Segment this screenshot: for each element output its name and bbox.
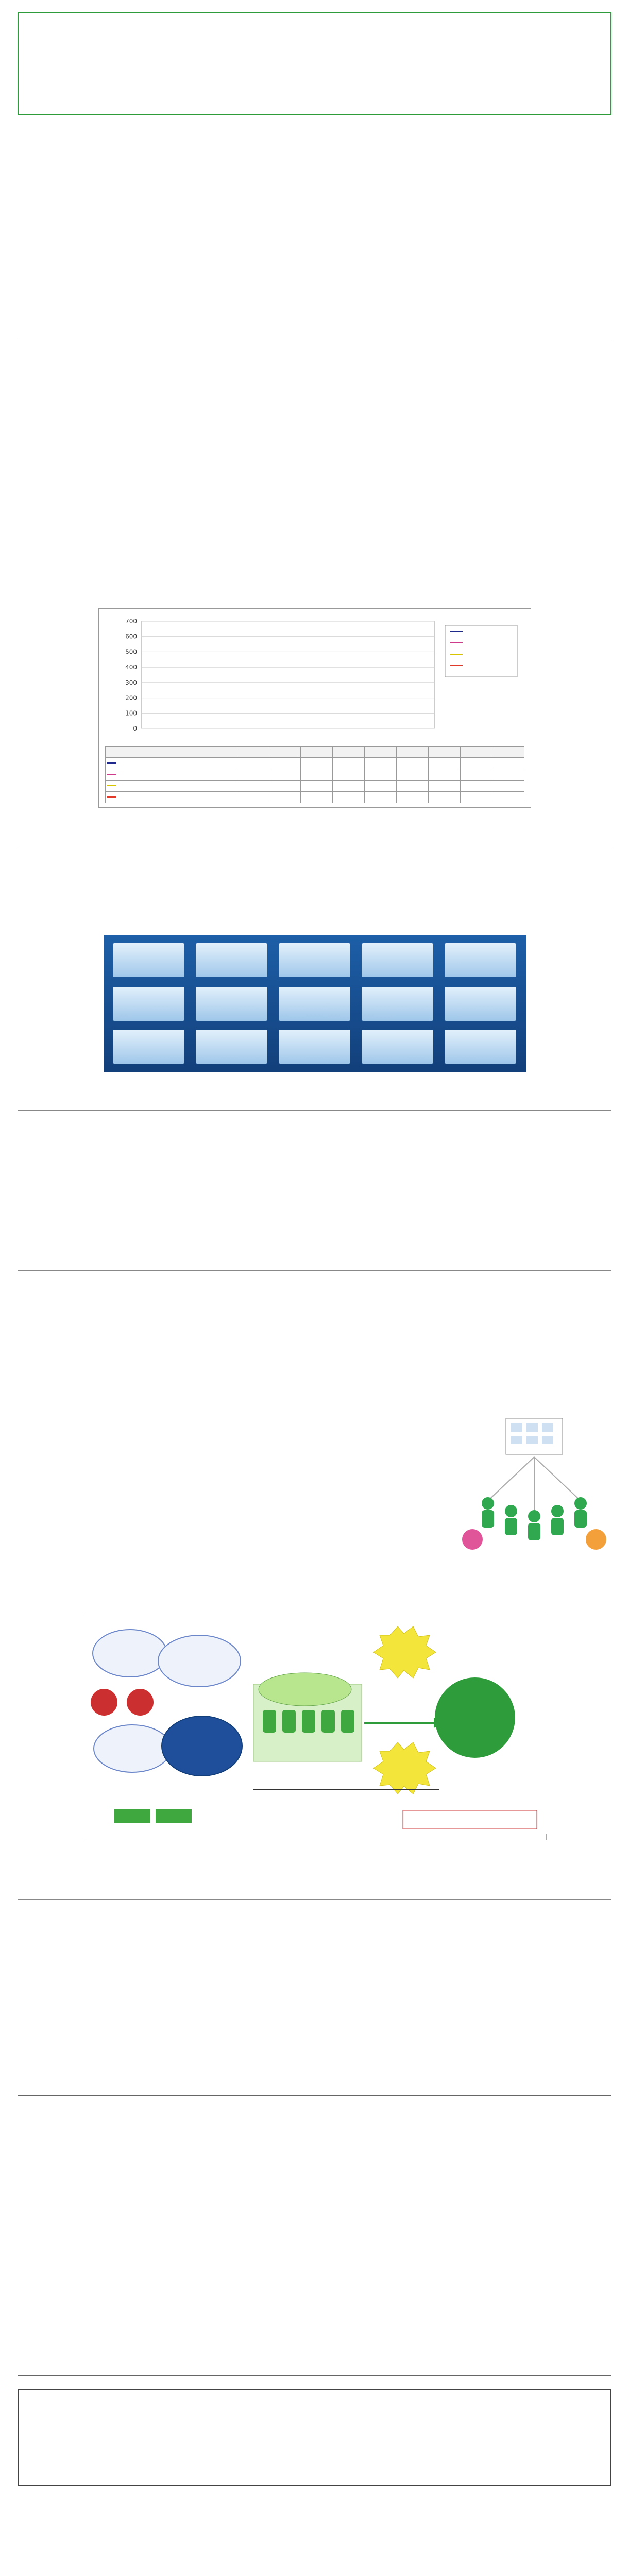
- x-category-label: [333, 747, 365, 758]
- data-value-cell: [492, 781, 524, 792]
- body-paragraph: [18, 1280, 611, 1332]
- y-tick-label: 100: [125, 709, 137, 717]
- survey-value: [32, 2142, 597, 2159]
- table-row: [105, 781, 524, 792]
- survey-value: [32, 2343, 597, 2360]
- series-name-cell: [105, 792, 237, 803]
- table-row: [105, 792, 524, 803]
- table-row: [105, 758, 524, 769]
- table-corner: [105, 747, 237, 758]
- contact-label: [33, 2396, 596, 2413]
- data-value-cell: [237, 758, 269, 769]
- data-value-cell: [460, 758, 492, 769]
- header-line: [30, 57, 599, 75]
- body-paragraph: [18, 856, 611, 907]
- keyword-cell: [445, 1030, 516, 1064]
- data-value-cell: [492, 792, 524, 803]
- data-value-cell: [365, 769, 397, 781]
- chart-data-table: [105, 746, 524, 803]
- chart-plot: [105, 615, 525, 744]
- section-divider: [18, 1270, 611, 1271]
- series-swatch: [107, 785, 116, 786]
- society-model-diagram: [83, 1612, 547, 1834]
- x-category-label: [301, 747, 333, 758]
- title-line: [18, 150, 611, 175]
- people-network-illustration: [457, 1408, 611, 1563]
- figure-3: [457, 1408, 611, 1595]
- data-value-cell: [333, 781, 365, 792]
- body-paragraph: [18, 2030, 611, 2082]
- data-value-cell: [237, 781, 269, 792]
- data-value-cell: [365, 792, 397, 803]
- survey-label: [32, 2126, 597, 2142]
- note-paragraph: [18, 1341, 611, 1393]
- data-value-cell: [301, 781, 333, 792]
- keyword-cell: [196, 1030, 267, 1064]
- body-paragraph: [18, 348, 611, 399]
- section-heading: [18, 827, 611, 844]
- series-swatch: [107, 762, 116, 764]
- x-category-label: [365, 747, 397, 758]
- contact-label: [33, 2446, 596, 2462]
- survey-label: [32, 2166, 597, 2182]
- data-value-cell: [333, 769, 365, 781]
- y-tick-label: 0: [132, 725, 137, 732]
- data-value-cell: [396, 758, 428, 769]
- data-value-cell: [492, 769, 524, 781]
- data-value-cell: [396, 769, 428, 781]
- survey-value: [32, 2182, 597, 2199]
- plot-area: [141, 621, 435, 728]
- keyword-cell: [279, 987, 350, 1021]
- series-swatch: [107, 796, 116, 798]
- section-heading: [18, 1880, 611, 1897]
- data-value-cell: [269, 758, 301, 769]
- body-paragraph: [18, 1970, 611, 2021]
- body-paragraph: [18, 1120, 611, 1172]
- contact-box: [18, 2389, 611, 2486]
- survey-heading: [32, 2104, 597, 2121]
- keyword-cell: [362, 987, 433, 1021]
- keyword-cell: [113, 987, 184, 1021]
- keyword-cell: [279, 943, 350, 977]
- data-value-cell: [269, 769, 301, 781]
- data-value-cell: [301, 758, 333, 769]
- figure-4-diagram: [83, 1612, 547, 1840]
- x-category-label: [237, 747, 269, 758]
- data-value-cell: [428, 792, 460, 803]
- survey-label: [32, 2286, 597, 2303]
- keyword-cell: [113, 943, 184, 977]
- data-value-cell: [492, 758, 524, 769]
- legend-box: [445, 625, 517, 677]
- survey-value: [32, 2223, 597, 2239]
- keyword-cell: [113, 1030, 184, 1064]
- data-value-cell: [460, 792, 492, 803]
- survey-value: [32, 2263, 597, 2279]
- keyword-cell: [196, 987, 267, 1021]
- data-value-cell: [269, 792, 301, 803]
- figure-caption: [18, 917, 611, 931]
- series-name-cell: [105, 769, 237, 781]
- line-chart: [98, 608, 531, 808]
- section-heading: [18, 1092, 611, 1108]
- contact-line: [33, 2462, 596, 2479]
- data-value-cell: [237, 769, 269, 781]
- data-value-cell: [333, 758, 365, 769]
- section-heading: [18, 319, 611, 336]
- data-value-cell: [365, 758, 397, 769]
- x-category-label: [396, 747, 428, 758]
- survey-label: [32, 2206, 597, 2223]
- figure-caption: [18, 591, 611, 605]
- data-value-cell: [301, 792, 333, 803]
- title-line: [18, 126, 611, 150]
- body-paragraph: [18, 409, 611, 460]
- keyword-grid: [104, 935, 526, 1072]
- data-value-cell: [396, 792, 428, 803]
- intro-paragraph: [18, 248, 611, 300]
- data-value-cell: [460, 781, 492, 792]
- series-name-cell: [105, 758, 237, 769]
- survey-label: [32, 2246, 597, 2263]
- keyword-cell: [196, 943, 267, 977]
- x-category-label: [492, 747, 524, 758]
- contact-line: [33, 2413, 596, 2429]
- header-line: [30, 21, 599, 39]
- data-value-cell: [396, 781, 428, 792]
- x-category-label: [460, 747, 492, 758]
- x-category-label: [269, 747, 301, 758]
- body-paragraph: [18, 1909, 611, 1960]
- section-heading: [18, 1252, 611, 1268]
- section-divider: [18, 1110, 611, 1111]
- y-tick-label: 200: [125, 694, 137, 702]
- y-tick-label: 700: [125, 618, 137, 625]
- body-paragraph: [18, 1181, 611, 1232]
- y-tick-label: 300: [125, 679, 137, 686]
- y-tick-label: 600: [125, 633, 137, 640]
- data-value-cell: [428, 758, 460, 769]
- figure-caption: [457, 1570, 611, 1595]
- page-title: [18, 126, 611, 175]
- data-value-cell: [333, 792, 365, 803]
- survey-value: [32, 2303, 597, 2319]
- keyword-cell: [279, 1030, 350, 1064]
- survey-summary-box: [18, 2095, 611, 2376]
- body-paragraph: [18, 469, 611, 521]
- data-value-cell: [365, 781, 397, 792]
- series-swatch: [107, 774, 116, 775]
- table-row: [105, 769, 524, 781]
- body-paragraph: [18, 530, 611, 582]
- keyword-cell: [445, 943, 516, 977]
- survey-label: [32, 2327, 597, 2343]
- data-value-cell: [428, 769, 460, 781]
- keyword-cell: [362, 943, 433, 977]
- x-category-label: [428, 747, 460, 758]
- figure-caption: [18, 1846, 611, 1861]
- keyword-cell: [362, 1030, 433, 1064]
- intro-paragraph: [18, 188, 611, 239]
- y-tick-label: 400: [125, 664, 137, 671]
- keyword-cell: [445, 987, 516, 1021]
- header-box: [18, 12, 611, 115]
- section-divider: [18, 1899, 611, 1900]
- header-line: [30, 39, 599, 57]
- data-value-cell: [428, 781, 460, 792]
- y-tick-label: 500: [125, 648, 137, 656]
- data-value-cell: [301, 769, 333, 781]
- contact-line: [33, 2429, 596, 2446]
- series-name-cell: [105, 781, 237, 792]
- data-value-cell: [237, 792, 269, 803]
- data-value-cell: [269, 781, 301, 792]
- data-value-cell: [460, 769, 492, 781]
